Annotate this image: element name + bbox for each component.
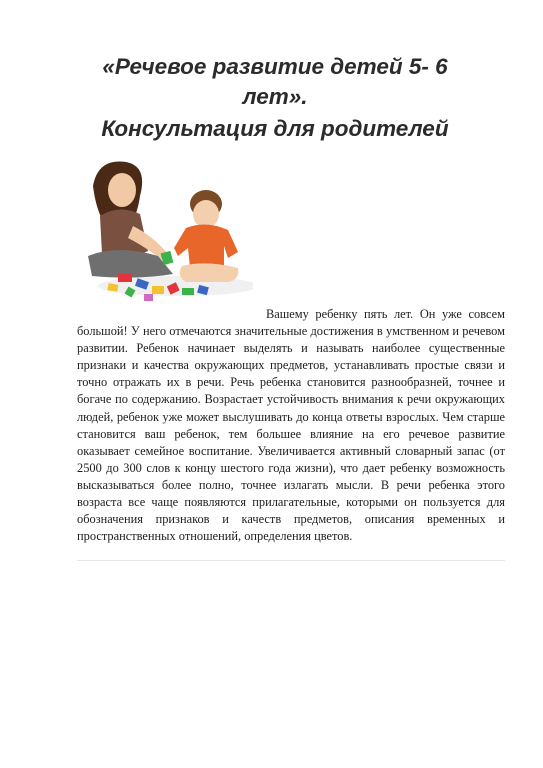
title-line-2: лет». xyxy=(242,84,308,109)
article-body xyxy=(77,306,505,545)
title-line-1: «Речевое развитие детей 5- 6 xyxy=(102,54,448,79)
divider-line xyxy=(77,560,505,561)
article-paragraph: Вашему ребенку пять лет. Он уже совсем большой! У него отмечаются значительные достижения в умственном и речевом развитии. Ребенок начинает выделять и называть наиболее существенные признаки и качества окружающих предметов, устанавливать простые связи и точно отражать их в речи. Речь ребенка становится разнообразней, точнее и богаче по содержанию. Возрастает устойчивость внимания к речи окружающих людей, ребенок уже может выслушивать до конца ответы взрослых. Чем старше становится ваш ребенок, тем большее влияние на его речевое развитие оказывает семейное воспитание. Увеличивается активный словарный запас (от 2500 до 300 слов к концу шестого года жизни), что дает ребенку возможность высказываться более полно, точнее излагать мысли. В речи ребенка этого возраста все чаще появляются прилагательные, которыми он пользуется для обозначения признаков и качеств предметов, описания временных и пространственных отношений, определения цветов. xyxy=(77,307,505,544)
page-title xyxy=(60,52,490,144)
mother-child-photo xyxy=(78,156,253,306)
title-line-3: Консультация для родителей xyxy=(101,116,449,141)
